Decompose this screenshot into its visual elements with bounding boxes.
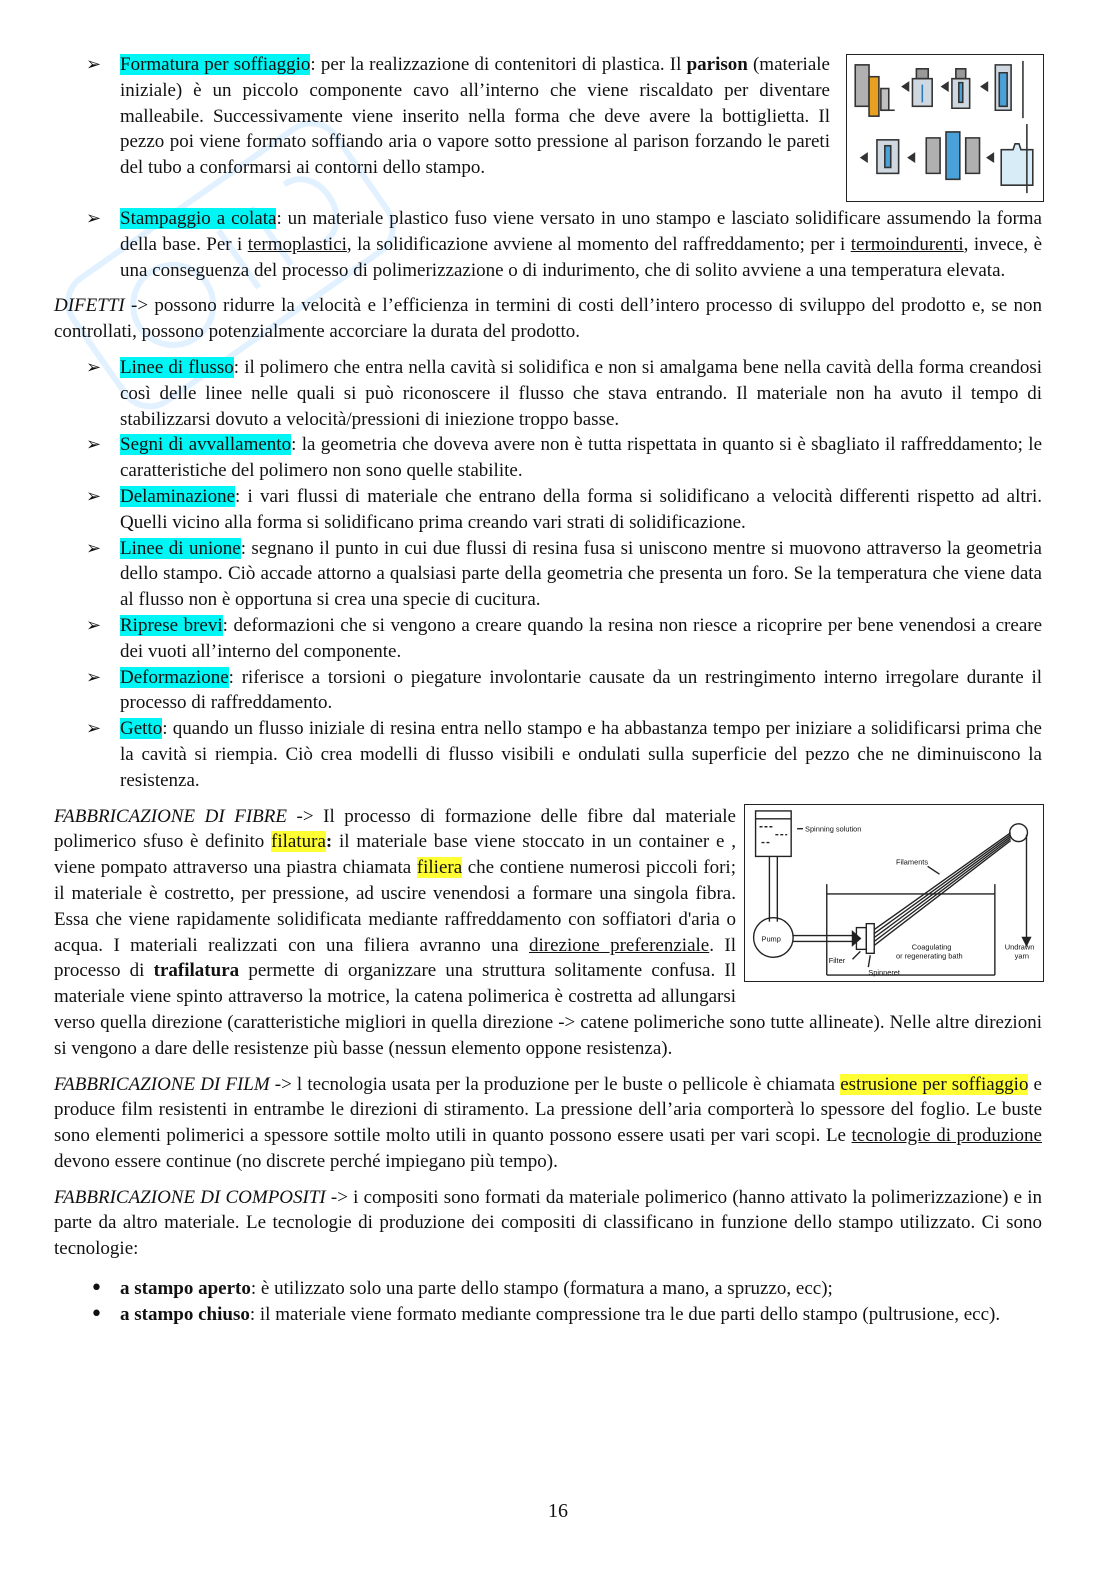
term-filiera: filiera [416, 857, 463, 879]
page-number: 16 [548, 1500, 568, 1522]
list-item: • a stampo aperto: è utilizzato solo una parte dello stampo (formatura a mano, a spruzzo, ecc); [54, 1276, 1042, 1302]
list-item: ➢ Delaminazione: i vari flussi di materiale che entrano della forma si solidificano a velocità differenti rispetto ad altri. Quelli vicino alla forma si solidificano prima creando vari strati di solidificazione. [54, 484, 1042, 536]
label-spinneret: Spinneret [868, 967, 901, 977]
composites-list [54, 1276, 1042, 1328]
composites-paragraph: FABBRICAZIONE DI COMPOSITI -> i compositi sono formati da materiale polimerico (hanno attivato la polimerizzazione) e in parte da altro materiale. Le tecnologie di produzione dei compositi di classificano in funzione dello stampo utilizzato. Ci sono tecnologie: [54, 1186, 1042, 1260]
term-parison: parison [686, 54, 748, 75]
fibers-paragraph: Spinning solution Filaments Pump Filter Spinneret Coagulating or regenerating bath Undrawn yarn FABBRICAZIONE DI FIBRE -> Il processo di formazione delle fibre dal materiale polimerico sfuso è definito filatura: il materiale base viene stoccato in un container e , viene pompato attraverso una piastra chiamata filiera che contiene numerosi piccoli fori; il materiale è costretto, per pressione, ad uscire venendosi a formare una singola fibra. Essa che viene rapidamente solidificata mediante raffreddamento con soffiatori d'aria o acqua. I materiali realizzati con una filiera avranno una direzione preferenziale. Il processo di trafilatura permette di organizzare una struttura solitamente confusa. Il materiale viene spinto attraverso la motrice, la catena polimerica è costretta ad allungarsi verso quella direzione (caratteristiche migliori in quella direzione -> catene polimeriche sono tutte allineate). Nelle altre direzioni si vengono a dare delle resistenze più basse (nessun elemento oppone resistenza). [54, 805, 1042, 1059]
term-blown-extrusion: estrusione per soffiaggio [840, 1073, 1029, 1095]
label-spinning-solution: Spinning solution [805, 824, 862, 834]
term-cast-molding: Stampaggio a colata [120, 208, 277, 229]
list-item: ➢ Segni di avvallamento: la geometria che doveva avere non è tutta rispettata in quanto si è sbagliato il raffreddamento; le caratteristiche del polimero non sono quelle stabilite. [54, 432, 1042, 484]
term-filatura: filatura [271, 831, 326, 853]
list-item-blow-molding: ➢ Formatura per soffiaggio: per la realizzazione di contenitori di plastica. Il parison (materiale iniziale) è un piccolo componente cavo all’interno che viene riscaldato per diventare malleabile. Successivamente viene inserito nella forma che deve avere la bottiglietta. Il pezzo poi viene formato soffiando aria o vapore sotto pressione al parison forzando le pareti del tubo a conformarsi ai contorni dello stampo. [54, 52, 1042, 181]
film-heading: FABBRICAZIONE DI FILM [54, 1073, 270, 1095]
composites-heading: FABBRICAZIONE DI COMPOSITI [54, 1186, 326, 1208]
list-item: ➢ Riprese brevi: deformazioni che si vengono a creare quando la resina non riesce a ricoprire per bene venendosi a creare dei vuoti all’interno del componente. [54, 613, 1042, 665]
molding-list [54, 52, 1042, 283]
defects-heading: DIFETTI [54, 295, 125, 317]
document-page [54, 52, 1042, 1328]
label-filter: Filter [828, 955, 846, 965]
defects-list [54, 355, 1042, 794]
label-yarn-2: yarn [1014, 950, 1030, 960]
blow-molding-figure [846, 54, 1044, 202]
list-item: ➢ Linee di unione: segnano il punto in cui due flussi di resina fusa si uniscono mentre si muovono attraverso la geometria dello stampo. Ciò accade attorno a qualsiasi parte della geometria che presenta un foro. Se la temperatura che viene data al flusso non è opportuna si crea una specie di cucitura. [54, 536, 1042, 613]
label-filaments: Filaments [895, 856, 929, 866]
list-item: ➢ Getto: quando un flusso iniziale di resina entra nello stampo e ha abbastanza tempo per iniziare a solidificarsi prima che la cavità si riempia. Ciò crea modelli di flusso visibili e ondulati sulla superficie del pezzo che ne diminuiscono la resistenza. [54, 716, 1042, 793]
term-blow-molding: Formatura per soffiaggio [120, 54, 311, 75]
label-bath-1: Coagulating [911, 941, 952, 951]
label-bath-2: or regenerating bath [895, 950, 963, 960]
list-item: ➢ Deformazione: riferisce a torsioni o piegature involontarie causate da un restringimento interno irregolare durante il processo di raffreddamento. [54, 665, 1042, 717]
defects-intro: DIFETTI -> possono ridurre la velocità e l’efficienza in termini di costi dell’intero processo di sviluppo del prodotto e, se non controllati, possono potenzialmente accorciare la durata del prodotto. [54, 295, 1042, 343]
label-pump: Pump [761, 933, 781, 943]
list-item: ➢ Linee di flusso: il polimero che entra nella cavità si solidifica e non si amalgama bene nella cavità della forma creandosi così delle linee nelle quali si può riconoscere il flusso che stava entrando. Il materiale non ha avuto il tempo di stabilizzarsi dovuto a velocità/pressioni di iniezione troppo basse. [54, 355, 1042, 432]
spinning-diagram [744, 804, 1044, 982]
list-item: • a stampo chiuso: il materiale viene formato mediante compressione tra le due parti dello stampo (pultrusione, ecc). [54, 1302, 1042, 1328]
film-paragraph: FABBRICAZIONE DI FILM -> l tecnologia usata per la produzione per le buste o pellicole è chiamata estrusione per soffiaggio e produce film resistenti in entrambe le direzioni di stiramento. La pressione dell’aria comporterà lo spessore del foglio. Le buste sono elementi polimerici a spessore sottile molto utili in quanto possono essere usati per vari scopi. Le tecnologie di produzione devono essere continue (no discrete perché impiegano più tempo). [54, 1073, 1042, 1172]
fibers-heading: FABBRICAZIONE DI FIBRE [54, 805, 287, 827]
list-item-cast-molding: ➢ Stampaggio a colata: un materiale plastico fuso viene versato in uno stampo e lasciato solidificare assumendo la forma della base. Per i termoplastici, la solidificazione avviene al momento del raffreddamento; per i termoindurenti, invece, è una conseguenza del processo di polimerizzazione o di indurimento, che di solito avviene a una temperatura elevata. [54, 206, 1042, 283]
term-trafilatura: trafilatura [153, 960, 240, 982]
label-yarn-1: Undrawn [1004, 941, 1035, 951]
